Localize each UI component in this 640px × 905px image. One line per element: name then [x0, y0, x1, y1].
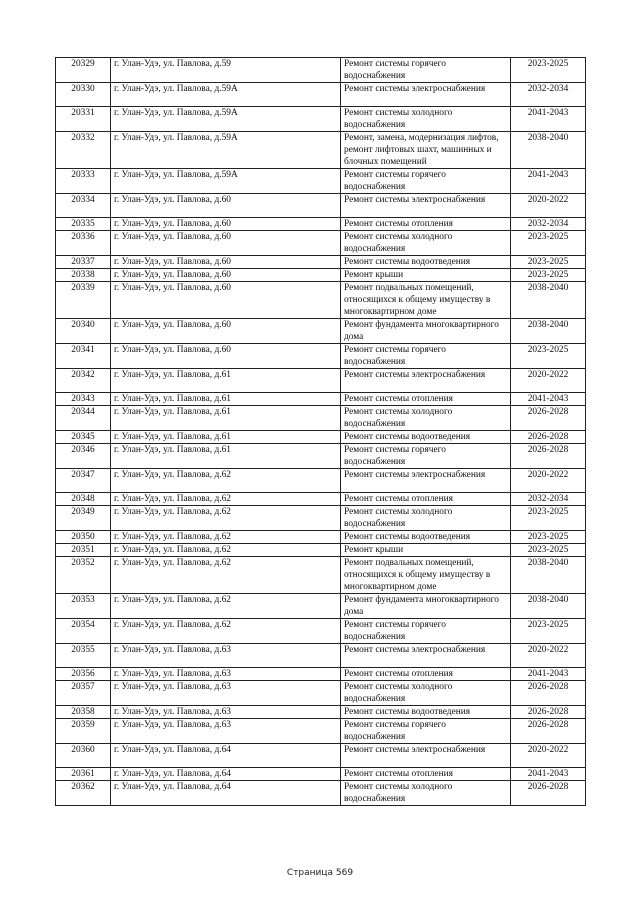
address-cell: г. Улан-Удэ, ул. Павлова, д.63	[111, 668, 341, 681]
address-cell: г. Улан-Удэ, ул. Павлова, д.60	[111, 194, 341, 218]
address-cell: г. Улан-Удэ, ул. Павлова, д.62	[111, 544, 341, 557]
address-cell: г. Улан-Удэ, ул. Павлова, д.63	[111, 644, 341, 668]
work-type-cell: Ремонт системы горячего водоснабжения	[341, 719, 511, 744]
address-cell: г. Улан-Удэ, ул. Павлова, д.61	[111, 431, 341, 444]
work-type-cell: Ремонт системы холодного водоснабжения	[341, 107, 511, 132]
table-row	[56, 594, 586, 619]
period-cell: 2026-2028	[511, 444, 586, 469]
address-cell: г. Улан-Удэ, ул. Павлова, д.60	[111, 218, 341, 231]
period-cell: 2020-2022	[511, 744, 586, 768]
work-type-cell: Ремонт системы водоотведения	[341, 431, 511, 444]
work-type-cell: Ремонт системы горячего водоснабжения	[341, 444, 511, 469]
row-number-cell: 20338	[56, 269, 111, 282]
work-type-cell: Ремонт системы отопления	[341, 668, 511, 681]
row-number-cell: 20362	[56, 781, 111, 806]
work-type-cell: Ремонт фундамента многоквартирного дома	[341, 594, 511, 619]
period-cell: 2041-2043	[511, 169, 586, 194]
table-row	[56, 768, 586, 781]
table-body	[56, 58, 586, 806]
repair-schedule-table	[55, 57, 586, 806]
address-cell: г. Улан-Удэ, ул. Павлова, д.64	[111, 744, 341, 768]
row-number-cell: 20350	[56, 531, 111, 544]
address-cell: г. Улан-Удэ, ул. Павлова, д.62	[111, 469, 341, 493]
table-row	[56, 344, 586, 369]
address-cell: г. Улан-Удэ, ул. Павлова, д.59А	[111, 169, 341, 194]
period-cell: 2032-2034	[511, 493, 586, 506]
period-cell: 2038-2040	[511, 594, 586, 619]
row-number-cell: 20356	[56, 668, 111, 681]
work-type-cell: Ремонт подвальных помещений, относящихся к общему имуществу в многоквартирном доме	[341, 557, 511, 594]
work-type-cell: Ремонт системы электроснабжения	[341, 369, 511, 393]
period-cell: 2023-2025	[511, 58, 586, 83]
table-row	[56, 169, 586, 194]
period-cell: 2026-2028	[511, 431, 586, 444]
period-cell: 2023-2025	[511, 506, 586, 531]
address-cell: г. Улан-Удэ, ул. Павлова, д.60	[111, 256, 341, 269]
row-number-cell: 20329	[56, 58, 111, 83]
address-cell: г. Улан-Удэ, ул. Павлова, д.62	[111, 531, 341, 544]
address-cell: г. Улан-Удэ, ул. Павлова, д.60	[111, 344, 341, 369]
row-number-cell: 20359	[56, 719, 111, 744]
period-cell: 2026-2028	[511, 719, 586, 744]
row-number-cell: 20344	[56, 406, 111, 431]
period-cell: 2020-2022	[511, 469, 586, 493]
table-row	[56, 506, 586, 531]
row-number-cell: 20361	[56, 768, 111, 781]
period-cell: 2026-2028	[511, 681, 586, 706]
row-number-cell: 20339	[56, 282, 111, 319]
row-number-cell: 20348	[56, 493, 111, 506]
period-cell: 2041-2043	[511, 393, 586, 406]
table-row	[56, 256, 586, 269]
table-row	[56, 369, 586, 393]
period-cell: 2038-2040	[511, 319, 586, 344]
table-row	[56, 58, 586, 83]
address-cell: г. Улан-Удэ, ул. Павлова, д.62	[111, 493, 341, 506]
address-cell: г. Улан-Удэ, ул. Павлова, д.62	[111, 506, 341, 531]
address-cell: г. Улан-Удэ, ул. Павлова, д.63	[111, 681, 341, 706]
address-cell: г. Улан-Удэ, ул. Павлова, д.61	[111, 406, 341, 431]
table-row	[56, 406, 586, 431]
row-number-cell: 20352	[56, 557, 111, 594]
address-cell: г. Улан-Удэ, ул. Павлова, д.61	[111, 393, 341, 406]
table-row	[56, 719, 586, 744]
period-cell: 2038-2040	[511, 557, 586, 594]
table-row	[56, 218, 586, 231]
work-type-cell: Ремонт системы холодного водоснабжения	[341, 406, 511, 431]
period-cell: 2026-2028	[511, 781, 586, 806]
work-type-cell: Ремонт системы горячего водоснабжения	[341, 169, 511, 194]
period-cell: 2026-2028	[511, 706, 586, 719]
row-number-cell: 20342	[56, 369, 111, 393]
table-row	[56, 544, 586, 557]
table-row	[56, 781, 586, 806]
address-cell: г. Улан-Удэ, ул. Павлова, д.59А	[111, 107, 341, 132]
period-cell: 2041-2043	[511, 668, 586, 681]
row-number-cell: 20340	[56, 319, 111, 344]
row-number-cell: 20335	[56, 218, 111, 231]
table-row	[56, 393, 586, 406]
address-cell: г. Улан-Удэ, ул. Павлова, д.59	[111, 58, 341, 83]
table-row	[56, 531, 586, 544]
row-number-cell: 20358	[56, 706, 111, 719]
work-type-cell: Ремонт системы горячего водоснабжения	[341, 344, 511, 369]
period-cell: 2023-2025	[511, 231, 586, 256]
row-number-cell: 20351	[56, 544, 111, 557]
address-cell: г. Улан-Удэ, ул. Павлова, д.62	[111, 557, 341, 594]
address-cell: г. Улан-Удэ, ул. Павлова, д.59А	[111, 132, 341, 169]
work-type-cell: Ремонт крыши	[341, 544, 511, 557]
address-cell: г. Улан-Удэ, ул. Павлова, д.60	[111, 269, 341, 282]
period-cell: 2038-2040	[511, 132, 586, 169]
work-type-cell: Ремонт системы водоотведения	[341, 531, 511, 544]
period-cell: 2023-2025	[511, 269, 586, 282]
address-cell: г. Улан-Удэ, ул. Павлова, д.63	[111, 719, 341, 744]
row-number-cell: 20346	[56, 444, 111, 469]
row-number-cell: 20347	[56, 469, 111, 493]
work-type-cell: Ремонт системы отопления	[341, 768, 511, 781]
row-number-cell: 20355	[56, 644, 111, 668]
work-type-cell: Ремонт системы электроснабжения	[341, 194, 511, 218]
row-number-cell: 20332	[56, 132, 111, 169]
address-cell: г. Улан-Удэ, ул. Павлова, д.60	[111, 282, 341, 319]
work-type-cell: Ремонт системы отопления	[341, 218, 511, 231]
work-type-cell: Ремонт системы водоотведения	[341, 706, 511, 719]
period-cell: 2041-2043	[511, 768, 586, 781]
table-row	[56, 706, 586, 719]
table-row	[56, 431, 586, 444]
period-cell: 2032-2034	[511, 83, 586, 107]
work-type-cell: Ремонт системы отопления	[341, 393, 511, 406]
row-number-cell: 20343	[56, 393, 111, 406]
table-row	[56, 319, 586, 344]
table-row	[56, 619, 586, 644]
row-number-cell: 20360	[56, 744, 111, 768]
address-cell: г. Улан-Удэ, ул. Павлова, д.64	[111, 768, 341, 781]
row-number-cell: 20354	[56, 619, 111, 644]
address-cell: г. Улан-Удэ, ул. Павлова, д.61	[111, 369, 341, 393]
period-cell: 2020-2022	[511, 644, 586, 668]
row-number-cell: 20336	[56, 231, 111, 256]
address-cell: г. Улан-Удэ, ул. Павлова, д.62	[111, 619, 341, 644]
table-row	[56, 194, 586, 218]
period-cell: 2023-2025	[511, 544, 586, 557]
table-row	[56, 231, 586, 256]
address-cell: г. Улан-Удэ, ул. Павлова, д.60	[111, 231, 341, 256]
work-type-cell: Ремонт системы горячего водоснабжения	[341, 58, 511, 83]
work-type-cell: Ремонт системы холодного водоснабжения	[341, 231, 511, 256]
address-cell: г. Улан-Удэ, ул. Павлова, д.62	[111, 594, 341, 619]
table-row	[56, 493, 586, 506]
work-type-cell: Ремонт фундамента многоквартирного дома	[341, 319, 511, 344]
period-cell: 2020-2022	[511, 369, 586, 393]
work-type-cell: Ремонт системы холодного водоснабжения	[341, 781, 511, 806]
period-cell: 2023-2025	[511, 531, 586, 544]
table-row	[56, 744, 586, 768]
row-number-cell: 20331	[56, 107, 111, 132]
page-number: Страница 569	[286, 868, 354, 878]
work-type-cell: Ремонт подвальных помещений, относящихся к общему имуществу в многоквартирном доме	[341, 282, 511, 319]
period-cell: 2023-2025	[511, 619, 586, 644]
row-number-cell: 20357	[56, 681, 111, 706]
period-cell: 2020-2022	[511, 194, 586, 218]
period-cell: 2041-2043	[511, 107, 586, 132]
period-cell: 2032-2034	[511, 218, 586, 231]
table-row	[56, 644, 586, 668]
table-row	[56, 668, 586, 681]
row-number-cell: 20353	[56, 594, 111, 619]
period-cell: 2038-2040	[511, 282, 586, 319]
row-number-cell: 20345	[56, 431, 111, 444]
work-type-cell: Ремонт системы электроснабжения	[341, 469, 511, 493]
address-cell: г. Улан-Удэ, ул. Павлова, д.61	[111, 444, 341, 469]
work-type-cell: Ремонт системы электроснабжения	[341, 644, 511, 668]
table-row	[56, 444, 586, 469]
work-type-cell: Ремонт, замена, модернизация лифтов, ремонт лифтовых шахт, машинных и блочных помещений	[341, 132, 511, 169]
table-row	[56, 83, 586, 107]
work-type-cell: Ремонт системы холодного водоснабжения	[341, 681, 511, 706]
table-row	[56, 282, 586, 319]
address-cell: г. Улан-Удэ, ул. Павлова, д.59А	[111, 83, 341, 107]
work-type-cell: Ремонт системы горячего водоснабжения	[341, 619, 511, 644]
work-type-cell: Ремонт системы отопления	[341, 493, 511, 506]
table-row	[56, 469, 586, 493]
work-type-cell: Ремонт системы водоотведения	[341, 256, 511, 269]
period-cell: 2023-2025	[511, 344, 586, 369]
period-cell: 2026-2028	[511, 406, 586, 431]
work-type-cell: Ремонт системы холодного водоснабжения	[341, 506, 511, 531]
address-cell: г. Улан-Удэ, ул. Павлова, д.64	[111, 781, 341, 806]
row-number-cell: 20330	[56, 83, 111, 107]
table-row	[56, 269, 586, 282]
row-number-cell: 20333	[56, 169, 111, 194]
row-number-cell: 20337	[56, 256, 111, 269]
table-row	[56, 557, 586, 594]
address-cell: г. Улан-Удэ, ул. Павлова, д.60	[111, 319, 341, 344]
table-row	[56, 107, 586, 132]
work-type-cell: Ремонт системы электроснабжения	[341, 83, 511, 107]
address-cell: г. Улан-Удэ, ул. Павлова, д.63	[111, 706, 341, 719]
period-cell: 2023-2025	[511, 256, 586, 269]
work-type-cell: Ремонт крыши	[341, 269, 511, 282]
row-number-cell: 20341	[56, 344, 111, 369]
row-number-cell: 20349	[56, 506, 111, 531]
table-row	[56, 681, 586, 706]
row-number-cell: 20334	[56, 194, 111, 218]
table-row	[56, 132, 586, 169]
work-type-cell: Ремонт системы электроснабжения	[341, 744, 511, 768]
